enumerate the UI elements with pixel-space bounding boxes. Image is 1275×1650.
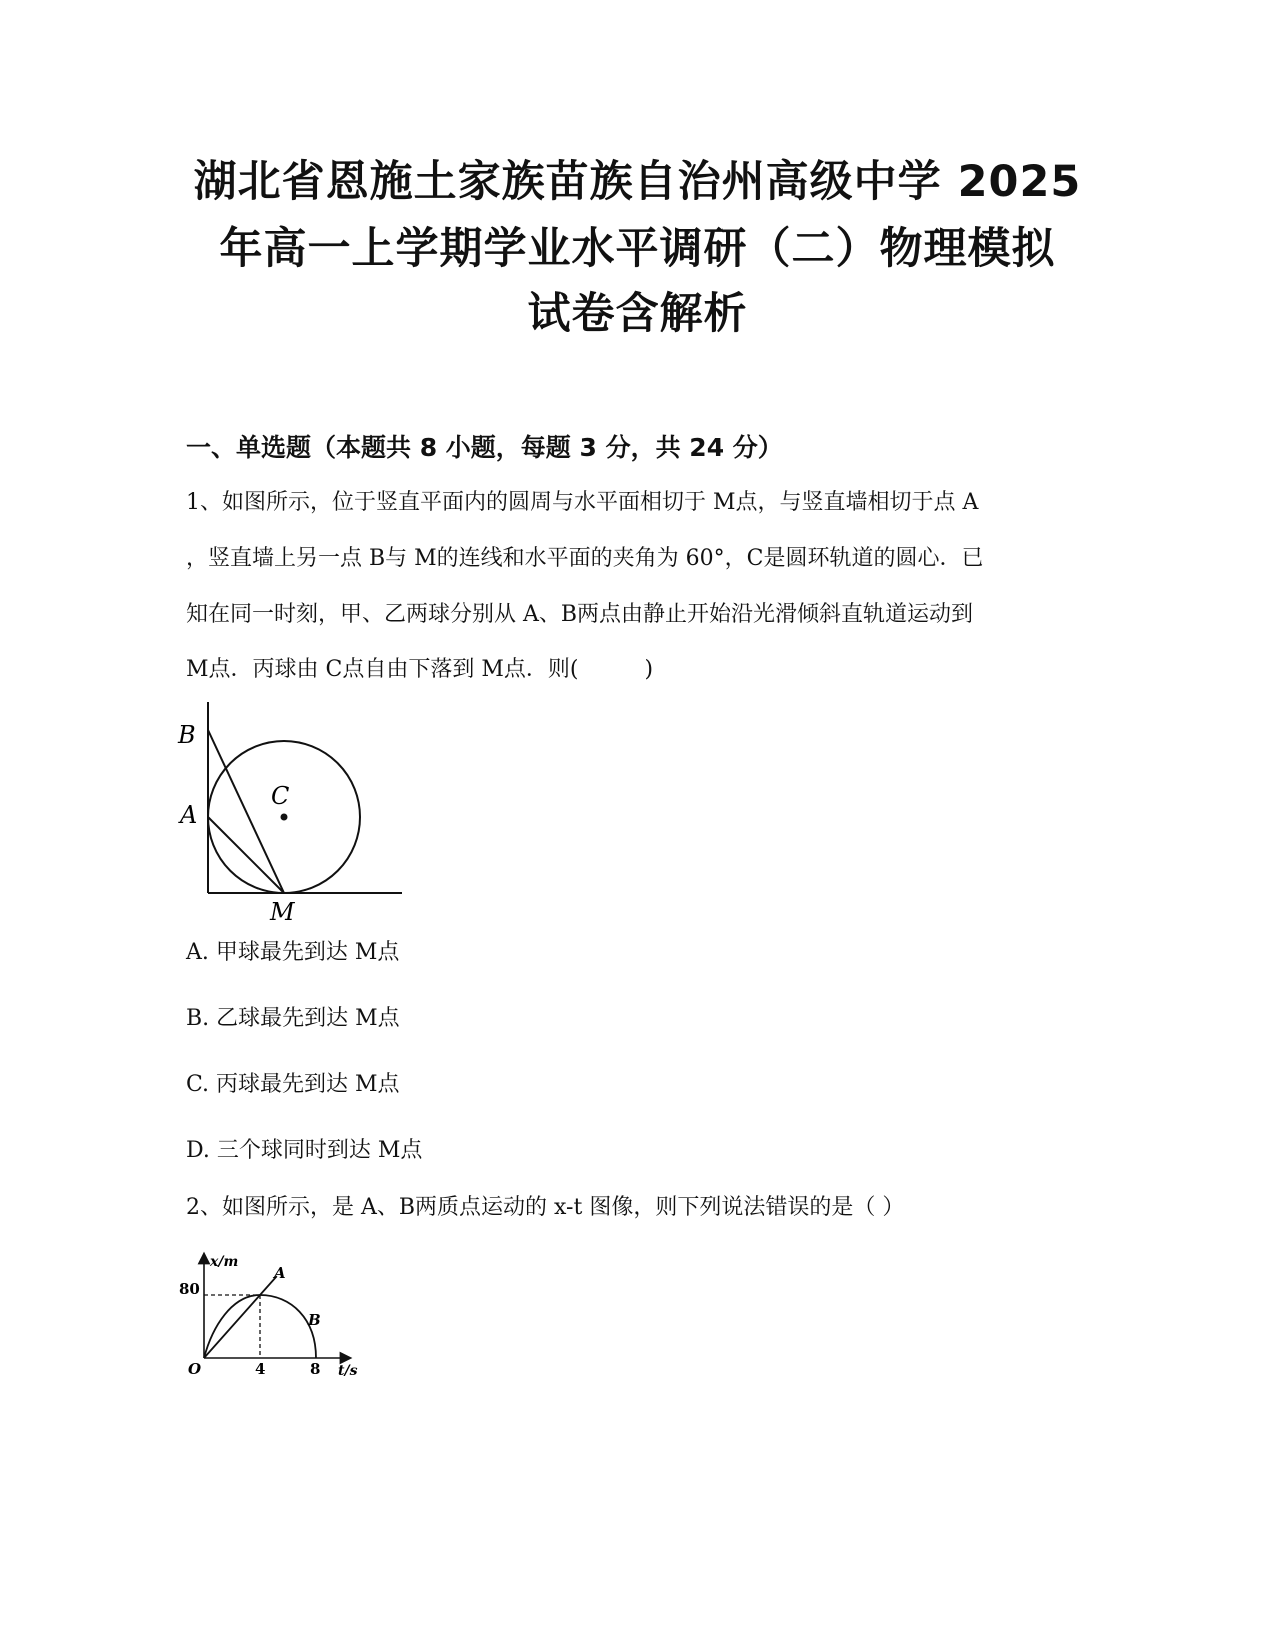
series-a-line — [204, 1276, 277, 1358]
option-a[interactable]: A. 甲球最先到达 M点 — [186, 940, 400, 965]
label-m: M — [270, 898, 295, 926]
section-heading: 一、单选题（本题共 8 小题，每题 3 分，共 24 分） — [186, 433, 783, 462]
x-tick-label-8: 8 — [310, 1360, 321, 1378]
option-d[interactable]: D. 三个球同时到达 M点 — [186, 1138, 423, 1163]
page-title-line-3: 试卷含解析 — [527, 289, 748, 339]
question-1-figure — [170, 690, 410, 935]
y-axis-label: x/m — [210, 1254, 239, 1270]
series-a-label: A — [274, 1264, 286, 1282]
track-b-to-m — [208, 730, 284, 893]
question-1-line-2: ，竖直墙上另一点 B与 M的连线和水平面的夹角为 60°，C是圆环轨道的圆心．已 — [186, 546, 984, 571]
question-2-text: 2、如图所示，是 A、B两质点运动的 x-t 图像，则下列说法错误的是（ ） — [186, 1195, 905, 1220]
origin-label: O — [188, 1360, 202, 1378]
y-tick-label: 80 — [179, 1280, 200, 1298]
x-tick-label-4: 4 — [255, 1360, 266, 1378]
question-1-line-4: M点．丙球由 C点自由下落到 M点．则( ) — [186, 657, 654, 682]
page-title-line-1: 湖北省恩施土家族苗族自治州高级中学 2025 — [193, 157, 1082, 207]
label-b: B — [178, 721, 196, 749]
question-1-line-1: 1、如图所示，位于竖直平面内的圆周与水平面相切于 M点，与竖直墙相切于点 A — [186, 490, 979, 515]
track-a-to-m — [208, 817, 284, 893]
label-c: C — [271, 782, 290, 810]
x-axis-label: t/s — [338, 1363, 358, 1379]
series-b-label: B — [308, 1311, 321, 1329]
center-point — [281, 814, 288, 821]
page-title-line-2: 年高一上学期学业水平调研（二）物理模拟 — [219, 224, 1056, 274]
label-a: A — [180, 801, 198, 829]
option-b[interactable]: B. 乙球最先到达 M点 — [186, 1006, 400, 1031]
xt-graph — [170, 1250, 370, 1390]
option-c[interactable]: C. 丙球最先到达 M点 — [186, 1072, 400, 1097]
question-1-line-3: 知在同一时刻，甲、乙两球分别从 A、B两点由静止开始沿光滑倾斜直轨道运动到 — [186, 602, 974, 627]
